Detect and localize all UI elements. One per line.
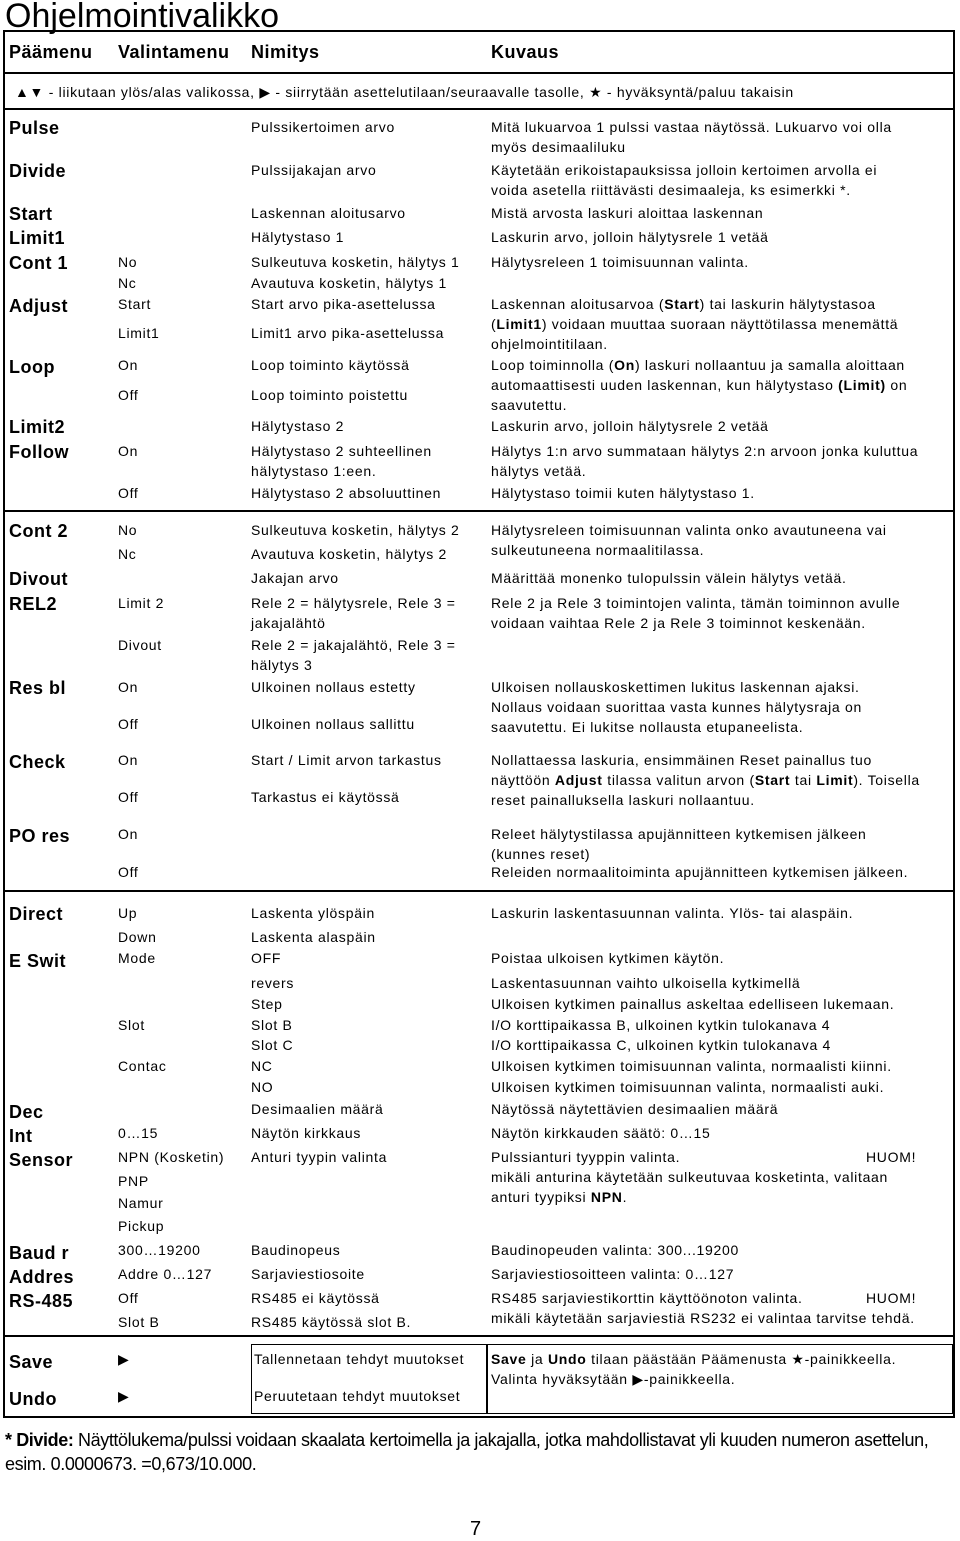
item-name: RS485 käytössä slot B. xyxy=(251,1314,412,1330)
main-menu-label: Res bl xyxy=(9,678,67,698)
main-menu-label: Limit2 xyxy=(9,417,66,437)
item-name: NO xyxy=(251,1079,274,1095)
item-description: Hälytysreleen 1 toimisuunnan valinta. xyxy=(491,254,749,270)
main-menu-label: Sensor xyxy=(9,1150,74,1170)
header-main-menu: Päämenu xyxy=(9,42,93,62)
item-name: Jakajan arvo xyxy=(251,570,339,586)
right-arrow-icon: ▶ xyxy=(118,1388,130,1404)
legend-divider xyxy=(5,108,953,110)
item-description: Rele 2 ja Rele 3 toimintojen valinta, tämän toiminnon avulle voidaan vaihtaa Rele 2 ja Rele 3 toiminnot keskenään. xyxy=(491,595,901,631)
item-name: Ulkoinen nollaus sallittu xyxy=(251,716,415,732)
item-name: Anturi tyypin valinta xyxy=(251,1149,388,1165)
up-down-arrows-icon: ▲▼ xyxy=(15,84,45,100)
item-description: Määrittää monenko tulopulssin välein hälytys vetää. xyxy=(491,570,847,586)
main-menu-label: Divide xyxy=(9,161,67,181)
sub-option: On xyxy=(118,752,139,768)
sub-option: Slot xyxy=(118,1017,145,1033)
sub-option: Divout xyxy=(118,637,162,653)
item-name: Laskenta ylöspäin xyxy=(251,905,375,921)
section-divider xyxy=(5,1335,953,1337)
footnote: * Divide: Näyttölukema/pulssi voidaan skaalata kertoimella ja jakajalla, jotka mahdollistavat yli kuuden numeron asettelun, esim. 0.0000673. =0,673/10.000. xyxy=(5,1430,929,1474)
item-description: Näytön kirkkauden säätö: 0…15 xyxy=(491,1125,711,1141)
item-description: Ulkoisen kytkimen toimisuunnan valinta, normaalisti auki. xyxy=(491,1079,885,1095)
sub-option: Limit1 xyxy=(118,325,160,341)
item-description: Mistä arvosta laskuri aloittaa laskennan xyxy=(491,205,764,221)
section-divider xyxy=(5,510,953,512)
item-name: Sarjaviestiosoite xyxy=(251,1266,365,1282)
item-name: Näytön kirkkaus xyxy=(251,1125,362,1141)
item-name: Loop toiminto poistettu xyxy=(251,387,408,403)
sub-option: On xyxy=(118,679,139,695)
section-divider xyxy=(5,890,953,892)
item-name: Tallennetaan tehdyt muutokset xyxy=(254,1351,465,1367)
sub-option: On xyxy=(118,443,139,459)
sub-option: Off xyxy=(118,864,139,880)
sub-option: 0…15 xyxy=(118,1125,159,1141)
item-description: Hälytystaso toimii kuten hälytystaso 1. xyxy=(491,485,755,501)
item-description: Laskentasuunnan vaihto ulkoisella kytkimellä xyxy=(491,975,801,991)
item-name: Laskennan aloitusarvo xyxy=(251,205,406,221)
sub-option: Off xyxy=(118,387,139,403)
main-menu-label: REL2 xyxy=(9,594,58,614)
item-name: Sulkeutuva kosketin, hälytys 1 xyxy=(251,254,460,270)
header-name: Nimitys xyxy=(251,42,320,62)
sub-option: No xyxy=(118,254,138,270)
item-name: Tarkastus ei käytössä xyxy=(251,789,400,805)
main-menu-label: Direct xyxy=(9,904,64,924)
right-arrow-icon: ▶ xyxy=(259,84,271,100)
item-description: Hälytysreleen toimisuunnan valinta onko avautuneena vai sulkeutuneena normaalitilassa. xyxy=(491,522,887,558)
sub-option: Down xyxy=(118,929,157,945)
sub-option: Mode xyxy=(118,950,156,966)
item-description: Laskurin arvo, jolloin hälytysrele 2 vetää xyxy=(491,418,769,434)
item-name: Desimaalien määrä xyxy=(251,1101,384,1117)
header-description: Kuvaus xyxy=(491,42,560,62)
main-menu-label: Baud r xyxy=(9,1243,70,1263)
item-description: RS485 sarjaviestikorttin käyttöönoton valinta. HUOM! mikäli käytetään sarjaviestiä RS232 ei valintaa tarvitse tehdä. xyxy=(491,1290,917,1326)
item-name: Sulkeutuva kosketin, hälytys 2 xyxy=(251,522,460,538)
sub-option: PNP xyxy=(118,1173,149,1189)
item-description: Save ja Undo tilaan päästään Päämenusta ★-painikkeella. Valinta hyväksytään ▶-painikkeella. xyxy=(491,1351,897,1387)
sub-option: Off xyxy=(118,789,139,805)
item-name: Hälytystaso 1 xyxy=(251,229,345,245)
star-icon: ★ xyxy=(791,1351,805,1367)
item-description: Ulkoisen kytkimen toimisuunnan valinta, normaalisti kiinni. xyxy=(491,1058,892,1074)
item-name: NC xyxy=(251,1058,273,1074)
item-name: OFF xyxy=(251,950,282,966)
main-menu-label: Save xyxy=(9,1352,54,1372)
item-name: Baudinopeus xyxy=(251,1242,341,1258)
main-menu-label: Loop xyxy=(9,357,55,377)
item-description: Ulkoisen kytkimen painallus askeltaa edelliseen lukemaan. xyxy=(491,996,895,1012)
item-name: Step xyxy=(251,996,283,1012)
item-name: Ulkoinen nollaus estetty xyxy=(251,679,416,695)
page-number: 7 xyxy=(470,1518,482,1540)
sub-option: No xyxy=(118,522,138,538)
header-divider xyxy=(5,72,953,74)
item-description: Laskurin arvo, jolloin hälytysrele 1 vetää xyxy=(491,229,769,245)
item-name: Pulssikertoimen arvo xyxy=(251,119,395,135)
sub-option: Addre 0…127 xyxy=(118,1266,213,1282)
sub-option: Off xyxy=(118,716,139,732)
item-name: Slot B xyxy=(251,1017,293,1033)
main-menu-label: Check xyxy=(9,752,66,772)
sub-option: Namur xyxy=(118,1195,164,1211)
sub-option: Contac xyxy=(118,1058,167,1074)
sub-option: On xyxy=(118,357,139,373)
main-menu-label: PO res xyxy=(9,826,71,846)
item-description: Poistaa ulkoisen kytkimen käytön. xyxy=(491,950,725,966)
item-description: Baudinopeuden valinta: 300...19200 xyxy=(491,1242,739,1258)
sub-option: Off xyxy=(118,485,139,501)
sub-option: Nc xyxy=(118,546,137,562)
item-description: Laskennan aloitusarvoa (Start) tai laskurin hälytystasoa (Limit1) voidaan muuttaa suoraan näyttötilassa menemättä ohjelmointitilaan. xyxy=(491,296,899,352)
main-menu-label: Addres xyxy=(9,1267,75,1287)
main-menu-label: Pulse xyxy=(9,118,60,138)
item-description: Sarjaviestiosoitteen valinta: 0…127 xyxy=(491,1266,735,1282)
item-name: Start arvo pika-asettelussa xyxy=(251,296,436,312)
main-menu-label: Adjust xyxy=(9,296,68,316)
main-menu-label: Dec xyxy=(9,1102,44,1122)
item-description: Käytetään erikoistapauksissa jolloin kertoimen arvolla ei voida asetella riittävästi desimaaleja, ks esimerkki *. xyxy=(491,162,878,198)
item-name: Laskenta alaspäin xyxy=(251,929,376,945)
item-description: Pulssianturi tyyppin valinta. HUOM! mikäli anturina käytetään sulkeutuvaa kosketinta, valitaan anturi tyypiksi NPN. xyxy=(491,1149,917,1205)
item-description: Nollattaessa laskuria, ensimmäinen Reset painallus tuo näyttöön Adjust tilassa valitun arvon (Start tai Limit). Toisella reset painalluksella laskuri nollaantuu. xyxy=(491,752,920,808)
right-arrow-icon: ▶ xyxy=(118,1351,130,1367)
item-name: Hälytystaso 2 suhteellinen hälytystaso 1:een. xyxy=(251,443,432,479)
main-menu-label: Cont 1 xyxy=(9,253,68,273)
sub-option: Limit 2 xyxy=(118,595,165,611)
header-sub-menu: Valintamenu xyxy=(118,42,230,62)
main-menu-label: Undo xyxy=(9,1389,57,1409)
item-description: I/O korttipaikassa C, ulkoinen kytkin tulokanava 4 xyxy=(491,1037,832,1053)
item-name: Rele 2 = hälytysrele, Rele 3 = jakajalähtö xyxy=(251,595,456,631)
sub-option: Up xyxy=(118,905,138,921)
sub-option: Start xyxy=(118,296,152,312)
item-name: Peruutetaan tehdyt muutokset xyxy=(254,1388,461,1404)
sub-option: Slot B xyxy=(118,1314,160,1330)
menu-table xyxy=(3,30,955,1418)
legend-right-text: - siirrytään asettelutilaan/seuraavalle tasolle, xyxy=(270,84,590,100)
main-menu-label: RS-485 xyxy=(9,1291,74,1311)
main-menu-label: Start xyxy=(9,204,53,224)
main-menu-label: E Swit xyxy=(9,951,67,971)
item-name: RS485 ei käytössä xyxy=(251,1290,380,1306)
item-name: Start / Limit arvon tarkastus xyxy=(251,752,442,768)
item-name: Avautuva kosketin, hälytys 2 xyxy=(251,546,447,562)
sub-option: Nc xyxy=(118,275,137,291)
item-description: Releet hälytystilassa apujännitteen kytkemisen jälkeen (kunnes reset) xyxy=(491,826,867,862)
item-name: Limit1 arvo pika-asettelussa xyxy=(251,325,445,341)
item-name: Pulssijakajan arvo xyxy=(251,162,377,178)
item-description: Releiden normaalitoiminta apujännitteen kytkemisen jälkeen. xyxy=(491,864,909,880)
item-name: Slot C xyxy=(251,1037,294,1053)
item-description: Ulkoisen nollauskoskettimen lukitus laskennan ajaksi. Nollaus voidaan suorittaa vasta kunnes hälytysraja on saavutettu. Ei lukitse nollausta etupaneelista. xyxy=(491,679,862,735)
legend-star-text: - hyväksyntä/paluu takaisin xyxy=(602,84,794,100)
right-arrow-icon: ▶ xyxy=(632,1371,644,1387)
item-name: Loop toiminto käytössä xyxy=(251,357,410,373)
navigation-legend xyxy=(15,84,945,101)
main-menu-label: Limit1 xyxy=(9,228,66,248)
main-menu-label: Int xyxy=(9,1126,33,1146)
item-description: Laskurin laskentasuunnan valinta. Ylös- tai alaspäin. xyxy=(491,905,854,921)
item-name: Hälytystaso 2 absoluuttinen xyxy=(251,485,442,501)
item-description: I/O korttipaikassa B, ulkoinen kytkin tulokanava 4 xyxy=(491,1017,831,1033)
main-menu-label: Divout xyxy=(9,569,68,589)
star-icon: ★ xyxy=(589,84,603,100)
sub-option: On xyxy=(118,826,139,842)
sub-option: NPN (Kosketin) xyxy=(118,1149,225,1165)
item-name: Rele 2 = jakajalähtö, Rele 3 = hälytys 3 xyxy=(251,637,456,673)
item-description: Loop toiminnolla (On) laskuri nollaantuu ja samalla aloittaan automaattisesti uuden laskennan, kun hälytystaso (Limit) on saavutettu. xyxy=(491,357,908,413)
legend-up-down-text: - liikutaan ylös/alas valikossa, xyxy=(44,84,260,100)
sub-option: Off xyxy=(118,1290,139,1306)
sub-option: 300…19200 xyxy=(118,1242,201,1258)
main-menu-label: Follow xyxy=(9,442,69,462)
item-name: Hälytystaso 2 xyxy=(251,418,345,434)
item-description: Näytössä näytettävien desimaalien määrä xyxy=(491,1101,779,1117)
main-menu-label: Cont 2 xyxy=(9,521,68,541)
item-name: revers xyxy=(251,975,295,991)
page-title: Ohjelmointivalikko xyxy=(5,0,279,35)
item-description: Hälytys 1:n arvo summataan hälytys 2:n arvoon jonka kuluttua hälytys vetää. xyxy=(491,443,919,479)
item-description: Mitä lukuarvoa 1 pulssi vastaa näytössä. Lukuarvo voi olla myös desimaaliluku xyxy=(491,119,892,155)
item-name: Avautuva kosketin, hälytys 1 xyxy=(251,275,447,291)
sub-option: Pickup xyxy=(118,1218,165,1234)
